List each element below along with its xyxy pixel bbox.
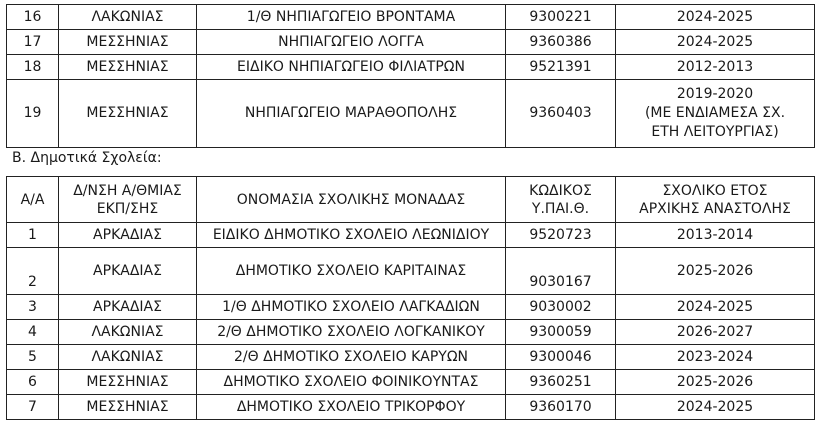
row-number: 18 [7,55,59,80]
school-year-cell: 2012-2013 [616,55,815,80]
school-code-cell: 9360386 [506,30,616,55]
school-year-cell: 2026-2027 [616,320,815,345]
primary-schools-table [6,176,815,420]
row-number: 2 [7,248,59,295]
school-code-cell: 9360251 [506,370,616,395]
header-aa: Α/Α [7,177,59,223]
kindergarten-table [6,4,815,148]
school-code-cell: 9300046 [506,345,616,370]
region-cell: ΛΑΚΩΝΙΑΣ [59,345,197,370]
row-number: 19 [7,80,59,148]
school-name-cell: ΔΗΜΟΤΙΚΟ ΣΧΟΛΕΙΟ ΤΡΙΚΟΡΦΟΥ [197,395,506,420]
header-year [616,177,815,223]
region-cell: ΜΕΣΣΗΝΙΑΣ [59,80,197,148]
school-name-cell: 1/Θ ΝΗΠΙΑΓΩΓΕΙΟ ΒΡΟΝΤΑΜΑ [197,5,506,30]
table-row [7,223,815,248]
school-name-cell: ΝΗΠΙΑΓΩΓΕΙΟ ΛΟΓΓΑ [197,30,506,55]
row-number: 16 [7,5,59,30]
table-row [7,5,815,30]
school-year-cell: 2024-2025 [616,30,815,55]
year-note-line: ΕΤΗ ΛΕΙΤΟΥΡΓΙΑΣ) [651,124,779,140]
header-row [7,177,815,223]
school-year-cell: 2024-2025 [616,5,815,30]
region-cell: ΑΡΚΑΔΙΑΣ [59,248,197,295]
region-cell: ΜΕΣΣΗΝΙΑΣ [59,395,197,420]
school-code-cell: 9520723 [506,223,616,248]
school-code-cell: 9360170 [506,395,616,420]
row-number: 5 [7,345,59,370]
school-code-cell: 9030167 [506,248,616,295]
header-code [506,177,616,223]
row-number: 3 [7,295,59,320]
table-row [7,248,815,295]
header-line: ΕΚΠ/ΣΗΣ [96,200,159,217]
header-line: ΣΧΟΛΙΚΟ ΕΤΟΣ [662,182,768,199]
school-name-cell: 2/Θ ΔΗΜΟΤΙΚΟ ΣΧΟΛΕΙΟ ΛΟΓΚΑΝΙΚΟΥ [197,320,506,345]
row-number: 1 [7,223,59,248]
region-cell: ΑΡΚΑΔΙΑΣ [59,223,197,248]
row-number: 6 [7,370,59,395]
school-name-cell: ΔΗΜΟΤΙΚΟ ΣΧΟΛΕΙΟ ΦΟΙΝΙΚΟΥΝΤΑΣ [197,370,506,395]
school-year-cell: 2025-2026 [616,370,815,395]
table-row [7,345,815,370]
school-year-cell [616,80,815,148]
table-row [7,55,815,80]
school-name-cell: 2/Θ ΔΗΜΟΤΙΚΟ ΣΧΟΛΕΙΟ ΚΑΡΥΩΝ [197,345,506,370]
school-year-cell: 2024-2025 [616,395,815,420]
school-code-cell: 9030002 [506,295,616,320]
header-name: ΟΝΟΜΑΣΙΑ ΣΧΟΛΙΚΗΣ ΜΟΝΑΔΑΣ [197,177,506,223]
section-title: Β. Δημοτικά Σχολεία: [12,150,162,166]
school-name-cell: ΔΗΜΟΤΙΚΟ ΣΧΟΛΕΙΟ ΚΑΡΙΤΑΙΝΑΣ [197,248,506,295]
region-cell: ΜΕΣΣΗΝΙΑΣ [59,55,197,80]
header-line: Υ.ΠΑΙ.Θ. [531,200,590,217]
school-year-cell: 2025-2026 [616,248,815,295]
school-code-cell: 9521391 [506,55,616,80]
row-number: 7 [7,395,59,420]
table-row [7,295,815,320]
school-year-cell: 2023-2024 [616,345,815,370]
region-cell: ΛΑΚΩΝΙΑΣ [59,5,197,30]
region-cell: ΜΕΣΣΗΝΙΑΣ [59,370,197,395]
table-row [7,320,815,345]
table-row [7,80,815,148]
school-name-cell: ΕΙΔΙΚΟ ΔΗΜΟΤΙΚΟ ΣΧΟΛΕΙΟ ΛΕΩΝΙΔΙΟΥ [197,223,506,248]
region-cell: ΛΑΚΩΝΙΑΣ [59,320,197,345]
school-name-cell: ΝΗΠΙΑΓΩΓΕΙΟ ΜΑΡΑΘΟΠΟΛΗΣ [197,80,506,148]
header-line: ΑΡΧΙΚΗΣ ΑΝΑΣΤΟΛΗΣ [639,200,791,217]
header-line: Δ/ΝΣΗ Α/ΘΜΙΑΣ [73,182,182,199]
row-number: 17 [7,30,59,55]
year-note-line: (ΜΕ ΕΝΔΙΑΜΕΣΑ ΣΧ. [644,105,786,121]
school-name-cell: ΕΙΔΙΚΟ ΝΗΠΙΑΓΩΓΕΙΟ ΦΙΛΙΑΤΡΩΝ [197,55,506,80]
region-cell: ΑΡΚΑΔΙΑΣ [59,295,197,320]
table-row [7,30,815,55]
school-code-cell: 9300059 [506,320,616,345]
school-year-cell: 2013-2014 [616,223,815,248]
header-region [59,177,197,223]
year-line: 2019-2020 [676,86,754,102]
table-row [7,395,815,420]
school-year-cell: 2024-2025 [616,295,815,320]
table-row [7,370,815,395]
region-cell: ΜΕΣΣΗΝΙΑΣ [59,30,197,55]
school-code-cell: 9300221 [506,5,616,30]
school-code-cell: 9360403 [506,80,616,148]
header-line: ΚΩΔΙΚΟΣ [529,182,592,199]
row-number: 4 [7,320,59,345]
school-name-cell: 1/Θ ΔΗΜΟΤΙΚΟ ΣΧΟΛΕΙΟ ΛΑΓΚΑΔΙΩΝ [197,295,506,320]
